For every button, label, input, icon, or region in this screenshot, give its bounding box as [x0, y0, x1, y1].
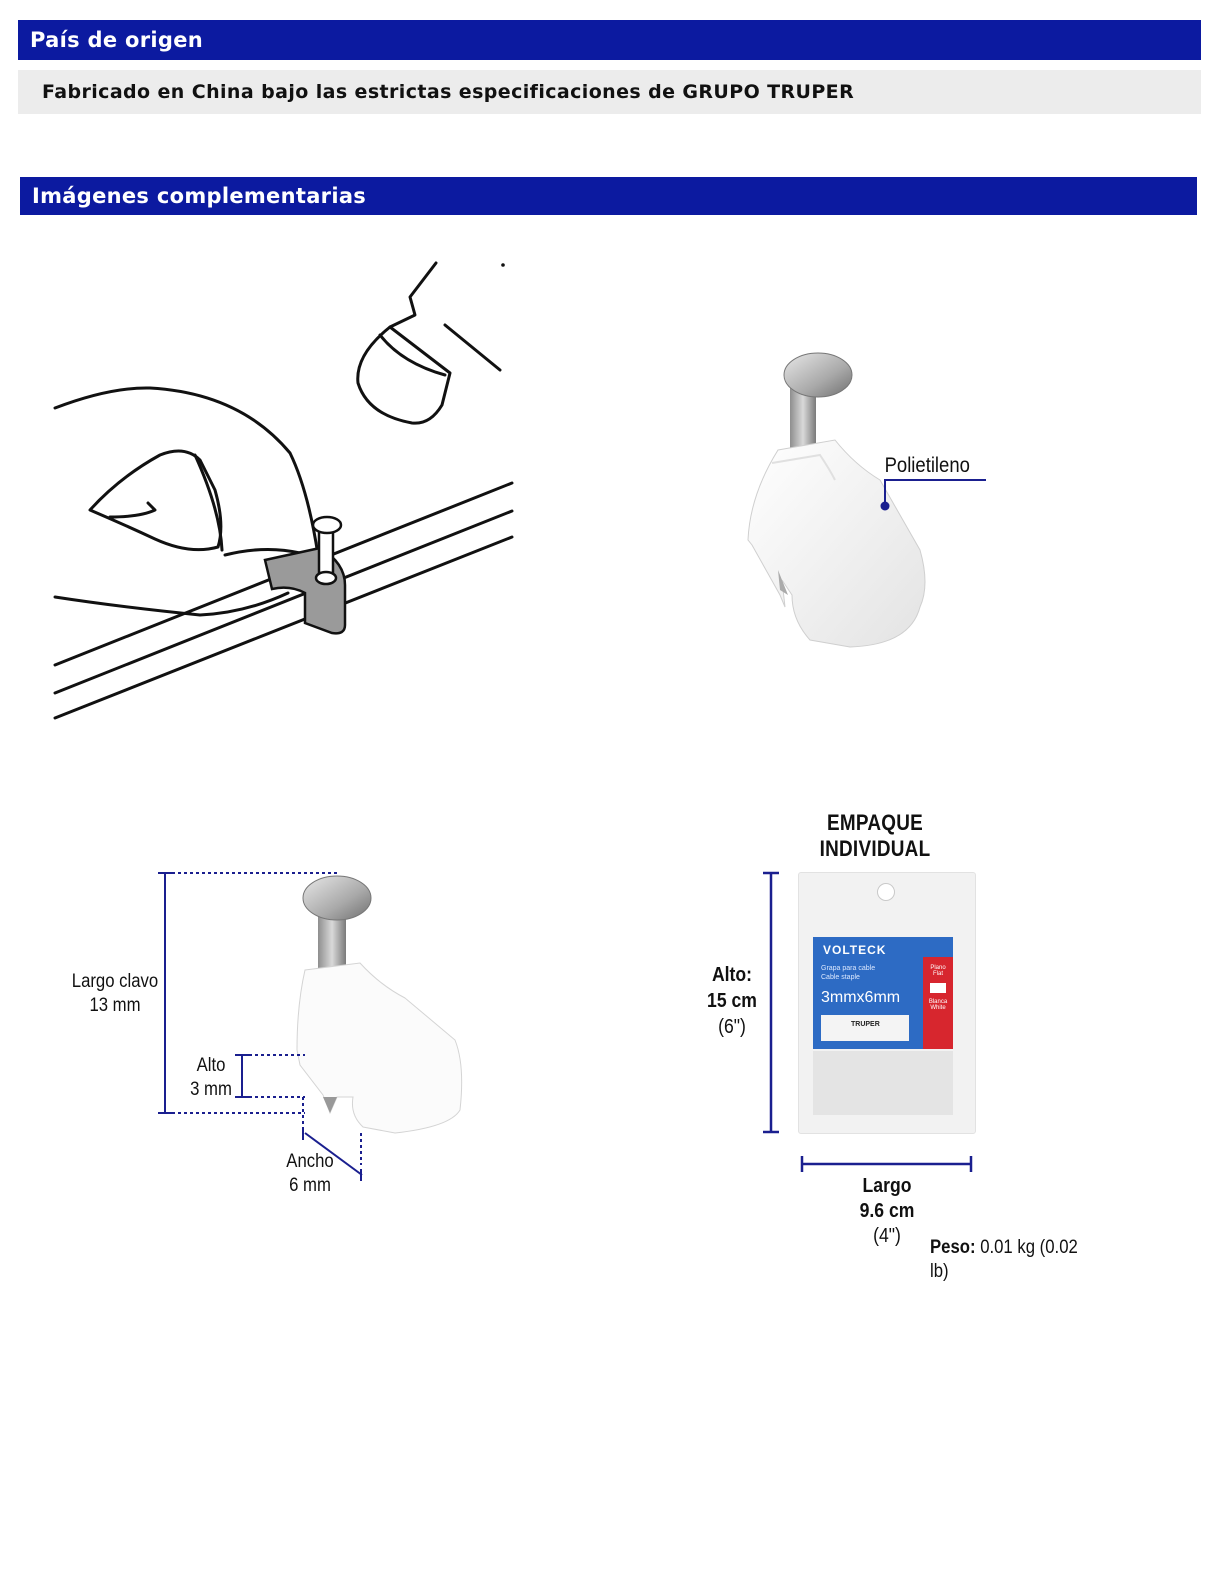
width-label [277, 1150, 344, 1198]
section-header-origin [18, 20, 1201, 60]
material-callout: Polietileno [884, 454, 970, 477]
package-height-value: 15 cm [707, 990, 757, 1012]
installation-illustration [50, 255, 520, 725]
section-header-images [20, 177, 1197, 215]
package-weight [930, 1236, 1097, 1284]
height-name: Alto [196, 1055, 226, 1076]
height-value: 3 mm [190, 1079, 232, 1100]
package-staples-area [813, 1051, 953, 1115]
package-height-label [700, 962, 763, 1040]
nail-length-name: Largo clavo [71, 971, 159, 992]
hang-hole-icon [877, 883, 895, 901]
origin-text: Fabricado en China bajo las estrictas especificaciones de GRUPO TRUPER [42, 81, 855, 103]
package-length-label [850, 1174, 924, 1249]
package-height-inches: (6") [718, 1016, 746, 1038]
package-length-name: Largo [862, 1175, 912, 1197]
width-name: Ancho [286, 1151, 334, 1172]
package-side-panel [923, 957, 953, 1049]
package-maker: TRUPER [851, 1021, 880, 1028]
package-side-text-2: Flat [932, 971, 943, 977]
package-brand: VOLTECK [823, 943, 887, 957]
width-value: 6 mm [289, 1175, 331, 1196]
package-length-inches: (4") [873, 1225, 901, 1247]
height-label [179, 1054, 242, 1102]
package-info-panel [821, 1015, 909, 1041]
origin-row [18, 70, 1201, 114]
package-side-icon [930, 983, 946, 993]
package-title: EMPAQUE INDIVIDUAL [819, 810, 931, 861]
section-title-origin: País de origen [30, 28, 203, 52]
package-weight-value: 0.01 kg (0.02 lb) [930, 1237, 1078, 1282]
package-label-card [813, 937, 953, 1049]
package-length-value: 9.6 cm [859, 1200, 915, 1222]
package-weight-label: Peso: [930, 1237, 976, 1258]
nail-length-value: 13 mm [89, 995, 141, 1016]
package-product: Grapa para cable [821, 965, 876, 972]
nail-length-label [62, 970, 168, 1018]
staple-dimensions [155, 865, 485, 1190]
package-side-text-1: Plano [930, 965, 946, 971]
staple-photo [740, 345, 1000, 655]
package-height-name: Alto: [711, 964, 753, 986]
package-side-text-4: White [930, 1005, 946, 1011]
package-photo [798, 872, 976, 1134]
package-product-en: Cable staple [821, 974, 860, 981]
section-title-images: Imágenes complementarias [32, 184, 367, 208]
package-side-text-3: Blanca [928, 999, 948, 1005]
package-size: 3mmx6mm [821, 989, 901, 1006]
